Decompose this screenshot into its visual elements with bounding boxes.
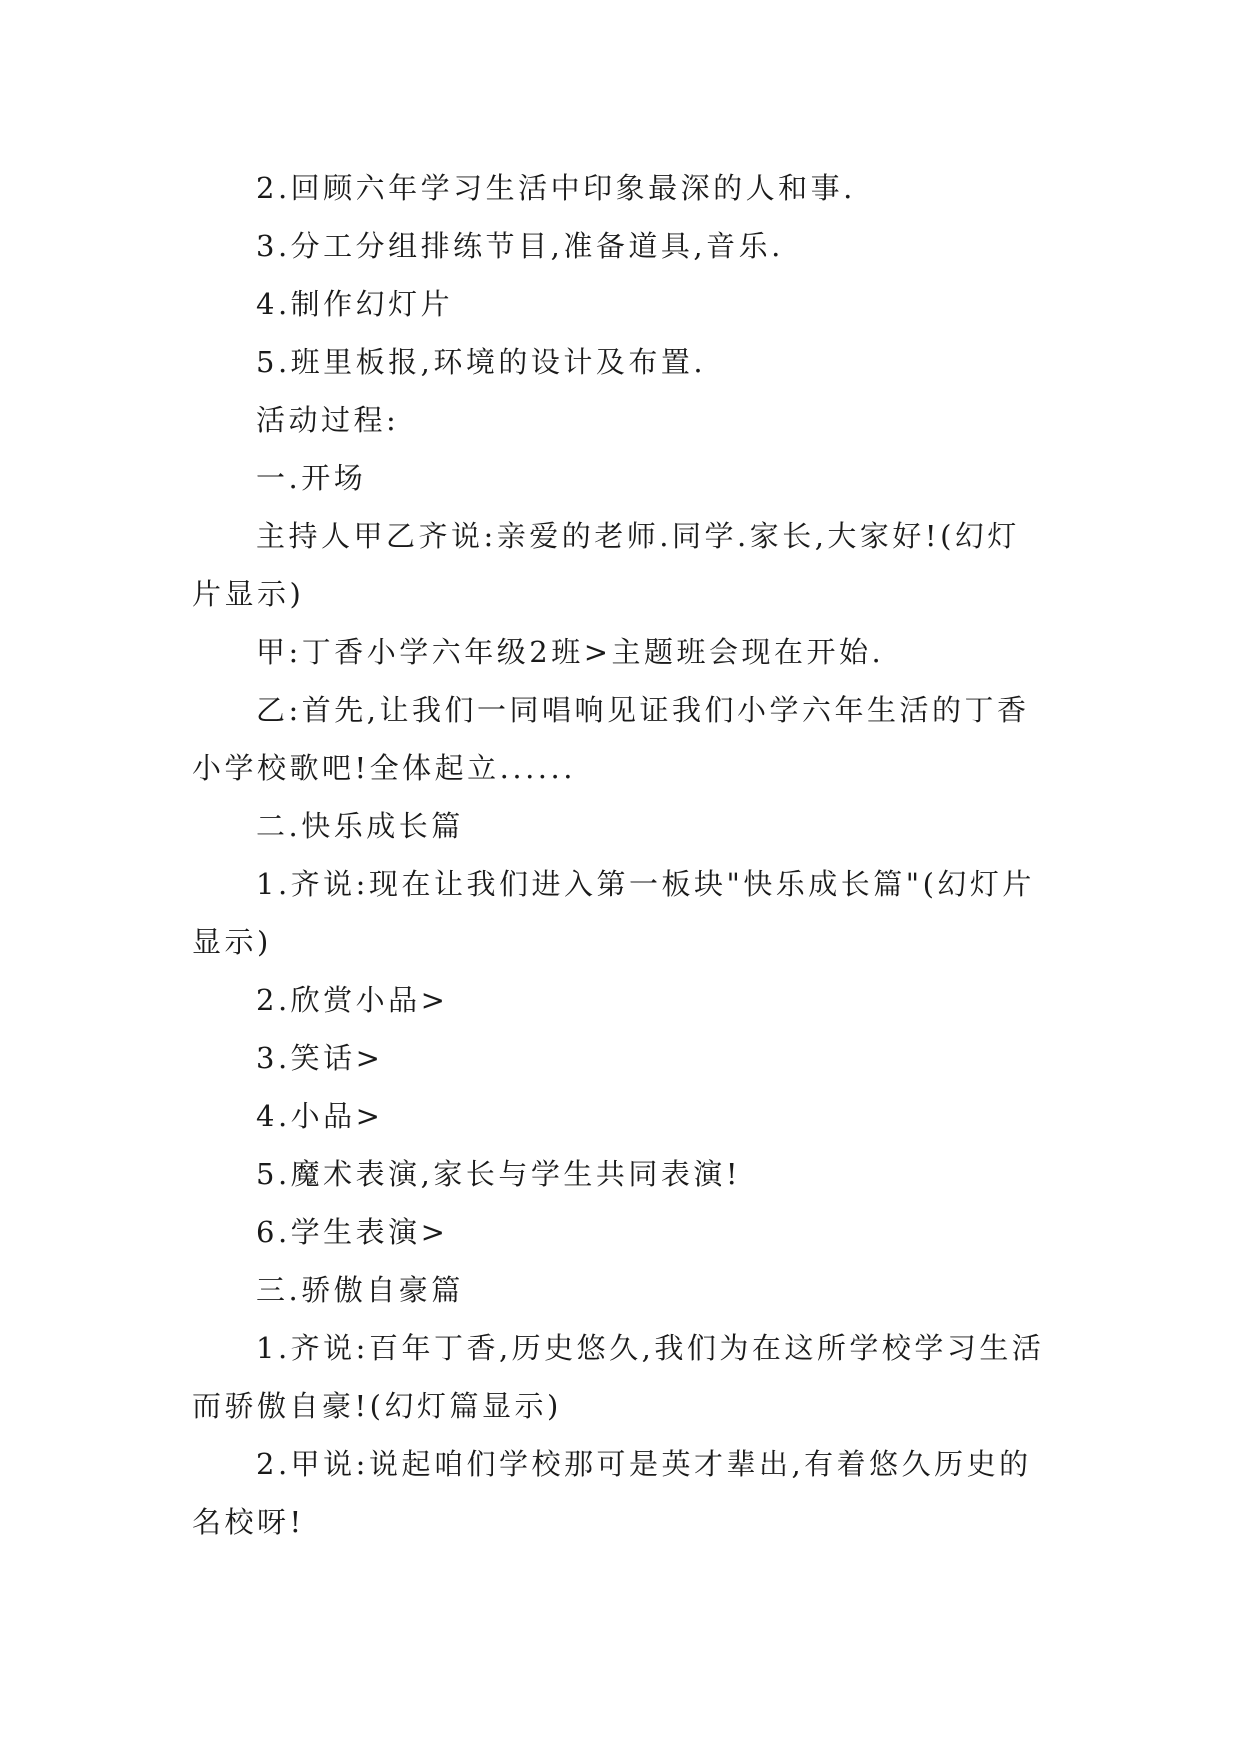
paragraph: 乙:首先,让我们一同唱响见证我们小学六年生活的丁香小学校歌吧!全体起立......	[192, 693, 1030, 785]
paragraph: 4.小品>	[256, 1099, 384, 1133]
paragraph: 3.分工分组排练节目,准备道具,音乐.	[256, 229, 784, 263]
paragraph: 5.班里板报,环境的设计及布置.	[256, 345, 707, 379]
section-heading: 三.骄傲自豪篇	[256, 1273, 464, 1307]
paragraph: 甲:丁香小学六年级2班>主题班会现在开始.	[256, 635, 885, 669]
paragraph: 1.齐说:百年丁香,历史悠久,我们为在这所学校学习生活而骄傲自豪!(幻灯篇显示)	[192, 1331, 1045, 1423]
section-heading: 一.开场	[256, 461, 367, 495]
paragraph: 6.学生表演>	[256, 1215, 449, 1249]
paragraph: 3.笑话>	[256, 1041, 384, 1075]
paragraph: 2.欣赏小品>	[256, 983, 449, 1017]
document-body	[192, 159, 1050, 1551]
section-label: 活动过程:	[256, 403, 400, 437]
paragraph: 1.齐说:现在让我们进入第一板块"快乐成长篇"(幻灯片显示)	[192, 867, 1035, 959]
section-heading: 二.快乐成长篇	[256, 809, 464, 843]
paragraph: 5.魔术表演,家长与学生共同表演!	[256, 1157, 742, 1191]
paragraph: 2.回顾六年学习生活中印象最深的人和事.	[256, 171, 856, 205]
paragraph: 4.制作幻灯片	[256, 287, 454, 321]
paragraph: 2.甲说:说起咱们学校那可是英才辈出,有着悠久历史的名校呀!	[192, 1447, 1032, 1539]
paragraph: 主持人甲乙齐说:亲爱的老师.同学.家长,大家好!(幻灯片显示)	[192, 519, 1020, 611]
